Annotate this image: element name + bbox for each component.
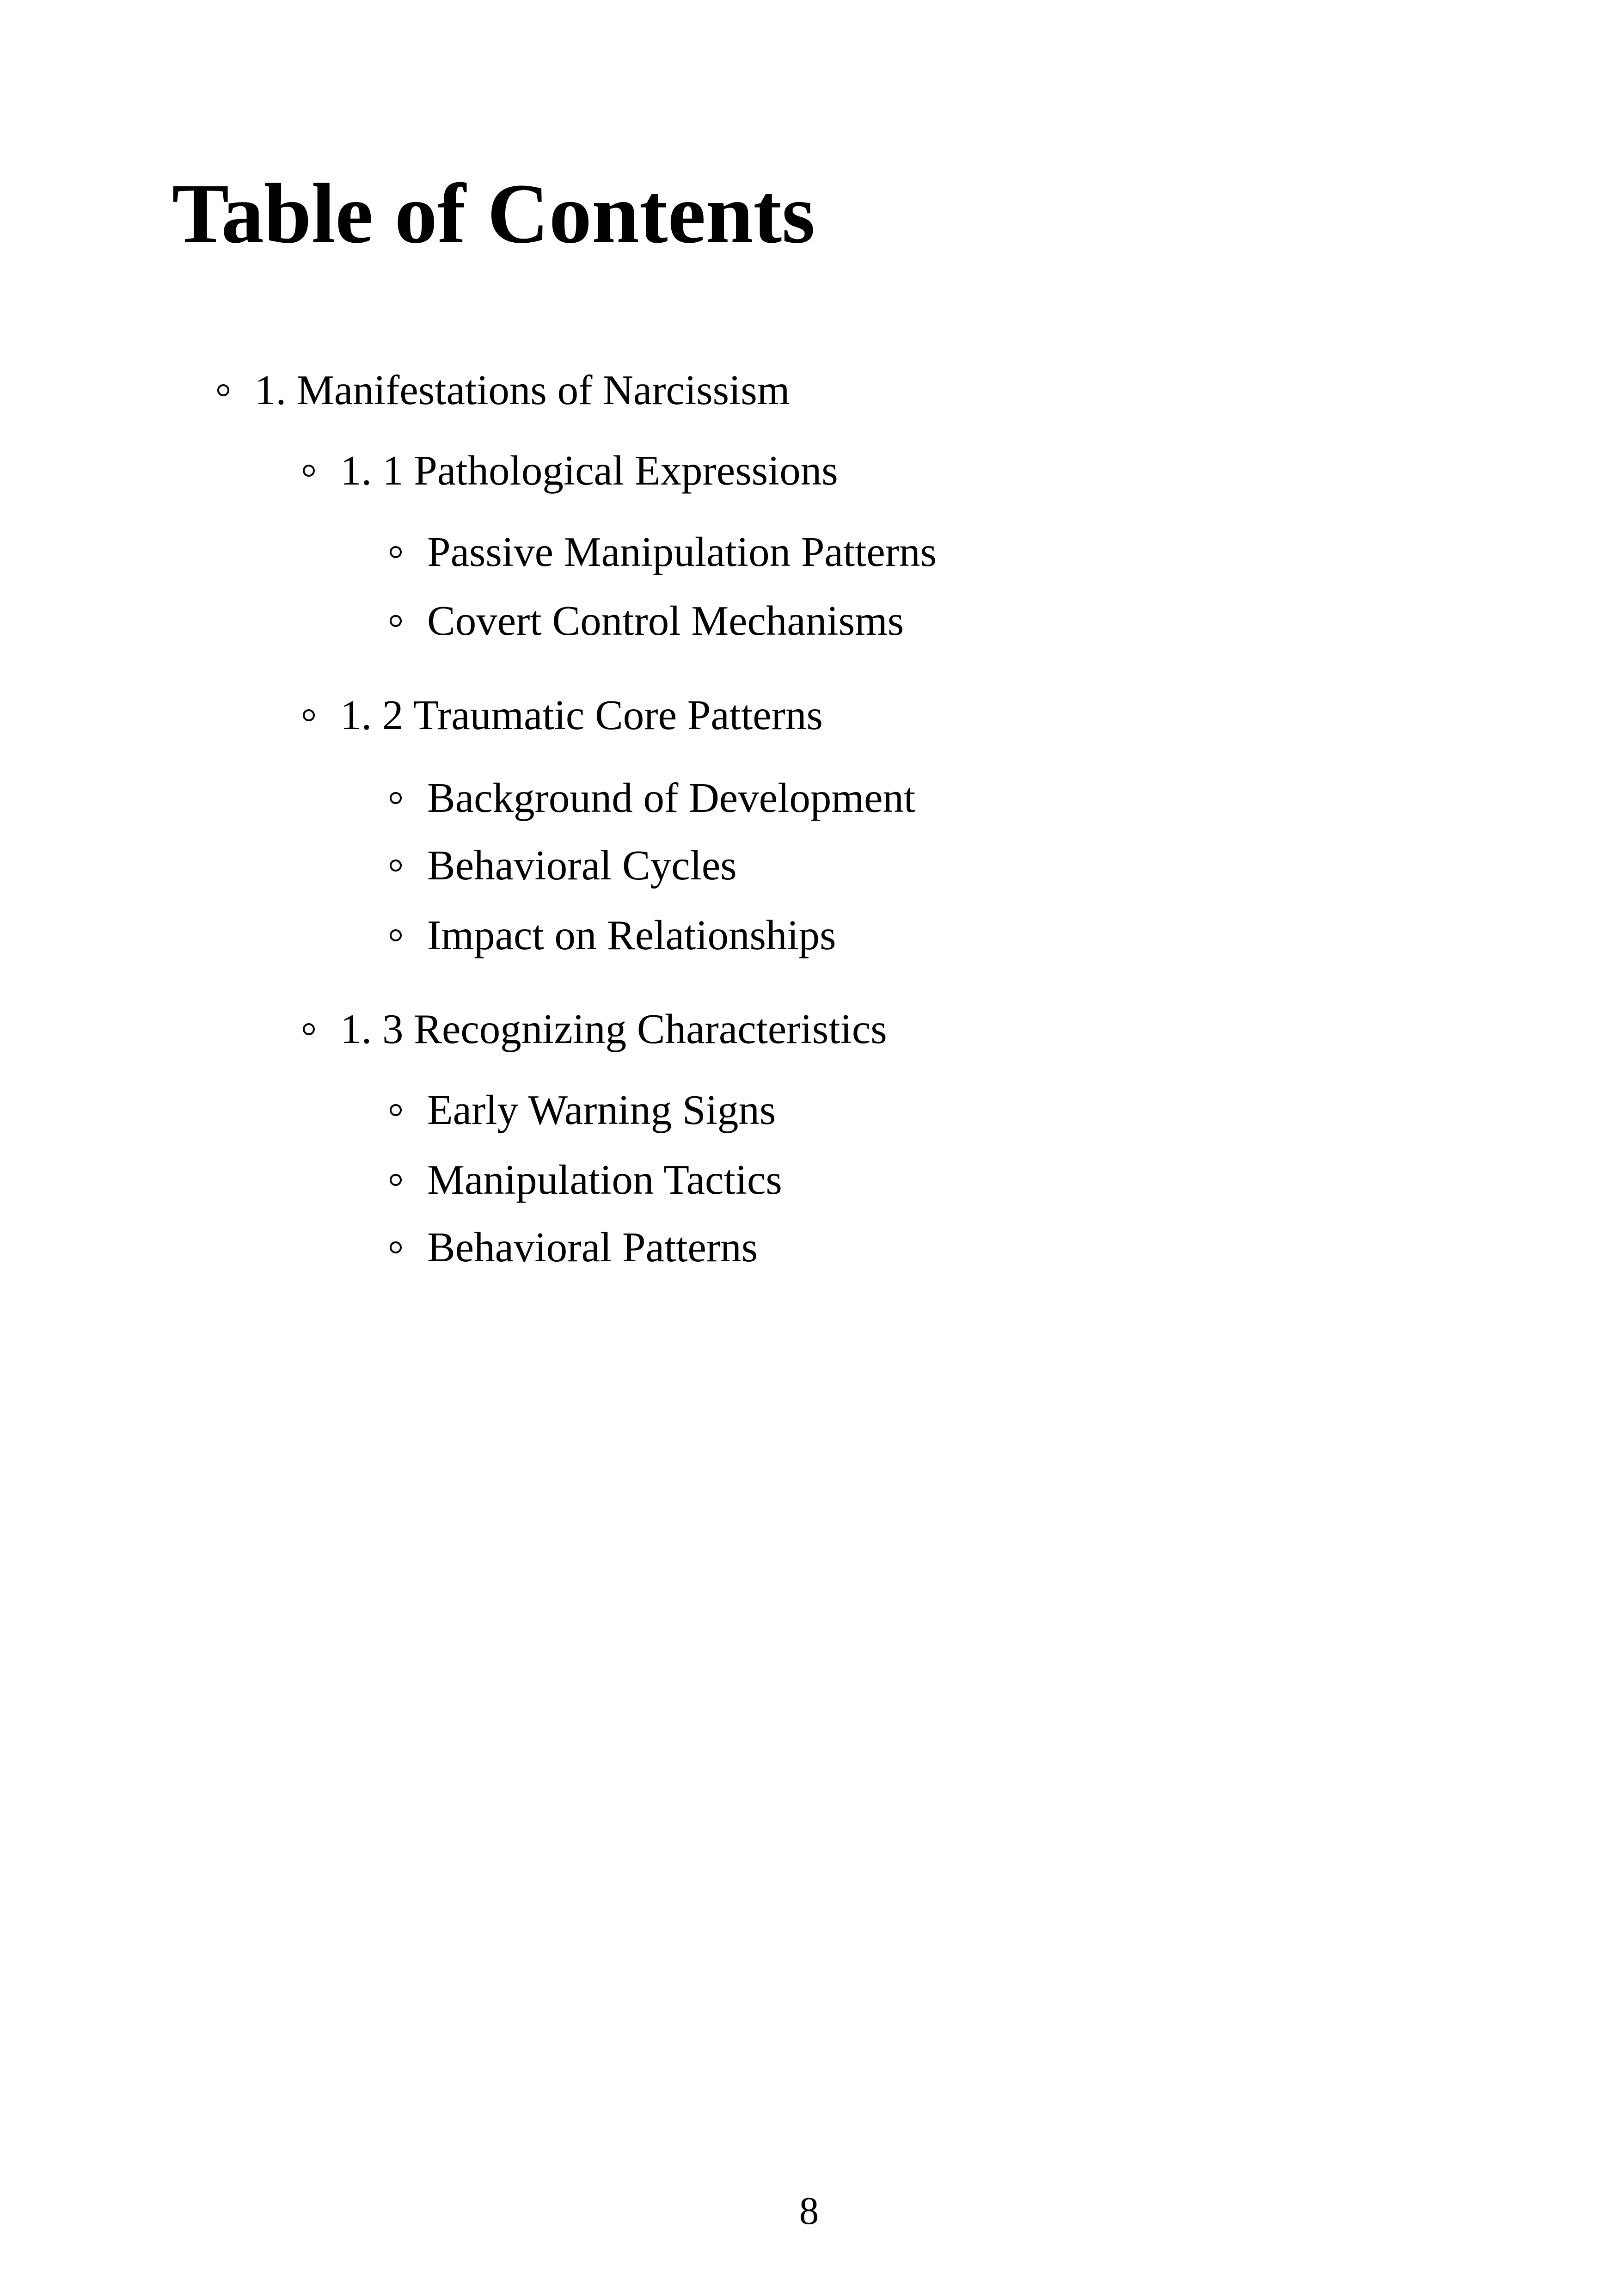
toc-item[interactable] <box>390 1089 776 1131</box>
toc-section-label: 1. 2 Traumatic Core Patterns <box>340 692 823 738</box>
hollow-bullet-icon <box>390 546 402 558</box>
hollow-bullet-icon <box>390 1174 402 1186</box>
toc-item[interactable] <box>390 597 904 644</box>
hollow-bullet-icon <box>390 615 402 627</box>
toc-item-label: Impact on Relationships <box>427 912 836 958</box>
toc-item-label: Behavioral Cycles <box>427 842 737 889</box>
toc-item-label: Manipulation Tactics <box>427 1156 782 1203</box>
page-number: 8 <box>799 2189 819 2233</box>
toc-section[interactable] <box>303 1008 887 1050</box>
hollow-bullet-icon <box>303 465 315 477</box>
toc-item-label: Covert Control Mechanisms <box>427 597 904 644</box>
hollow-bullet-icon <box>390 929 402 941</box>
toc-item[interactable] <box>390 914 836 956</box>
toc-section-label: 1. 3 Recognizing Characteristics <box>340 1006 887 1052</box>
hollow-bullet-icon <box>303 709 315 721</box>
hollow-bullet-icon <box>390 792 402 804</box>
toc-chapter[interactable] <box>217 369 790 411</box>
hollow-bullet-icon <box>303 1023 315 1035</box>
toc-item-label: Background of Development <box>427 774 916 821</box>
toc-item[interactable] <box>390 774 916 821</box>
toc-section[interactable] <box>303 694 823 736</box>
toc-item[interactable] <box>390 1156 782 1203</box>
hollow-bullet-icon <box>390 1104 402 1116</box>
hollow-bullet-icon <box>390 859 402 872</box>
toc-item[interactable] <box>390 1224 758 1271</box>
toc-item-label: Behavioral Patterns <box>427 1224 758 1271</box>
toc-item[interactable] <box>390 528 937 575</box>
toc-item-label: Passive Manipulation Patterns <box>427 528 937 575</box>
hollow-bullet-icon <box>390 1241 402 1253</box>
toc-chapter-label: 1. Manifestations of Narcissism <box>255 367 790 413</box>
page-title: Table of Contents <box>172 166 815 261</box>
toc-item[interactable] <box>390 842 737 889</box>
toc-section-label: 1. 1 Pathological Expressions <box>340 447 838 494</box>
toc-section[interactable] <box>303 447 838 494</box>
toc-item-label: Early Warning Signs <box>427 1087 776 1133</box>
hollow-bullet-icon <box>217 384 229 396</box>
